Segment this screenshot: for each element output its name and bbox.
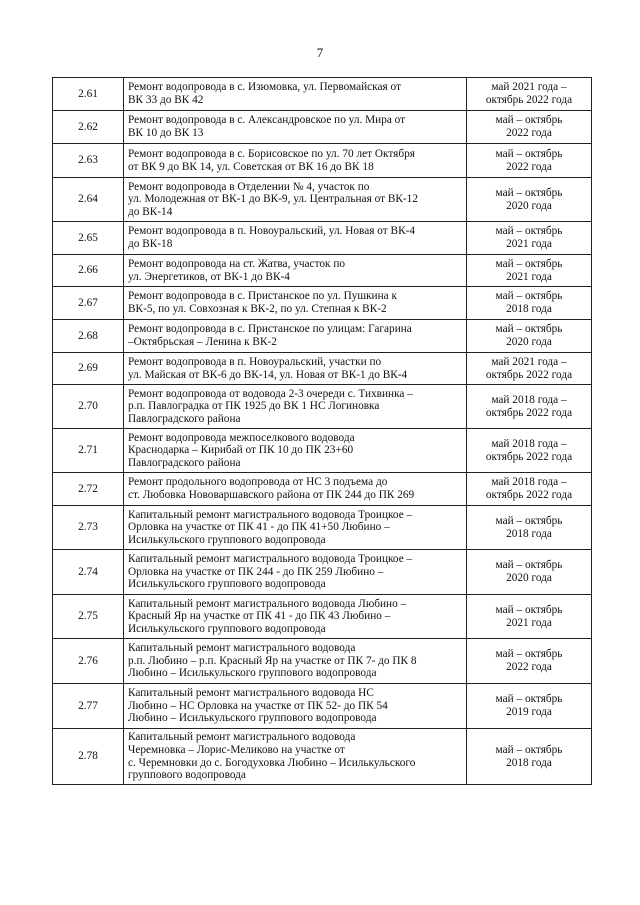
- table-row: [53, 595, 592, 639]
- page-number: 7: [316, 45, 324, 60]
- work-period: [467, 320, 592, 353]
- period-line: октябрь 2022 года: [485, 406, 573, 419]
- work-period: [467, 222, 592, 255]
- description-line: группового водопровода: [128, 769, 246, 782]
- work-description: [124, 353, 467, 385]
- description-line: от ВК 9 до ВК 14, ул. Советская от ВК 16 до ВК 18: [128, 160, 374, 173]
- table-row: [53, 144, 592, 178]
- row-number: 2.77: [53, 684, 124, 729]
- period-line: 2022 года: [506, 661, 552, 673]
- description-line: Ремонт водопровода в с. Пристанское по ул. Пушкина к: [128, 290, 397, 303]
- work-description: [124, 178, 467, 222]
- period-line: октябрь 2022 года: [485, 489, 573, 501]
- description-line: Любино – Исилькульского группового водопровода: [128, 667, 377, 680]
- work-description: [124, 639, 467, 684]
- description-line: Исилькульского группового водопровода: [128, 622, 326, 635]
- period-line: май – октябрь: [495, 648, 563, 661]
- period-line: 2020 года: [506, 336, 552, 348]
- work-period: [467, 595, 592, 639]
- work-period: [467, 429, 592, 473]
- works-table-body: [53, 78, 592, 785]
- table-row: [53, 684, 592, 729]
- period-line: 2020 года: [506, 199, 552, 212]
- description-line: Ремонт водопровода в с. Борисовское по ул. 70 лет Октября: [128, 147, 415, 160]
- work-description: [124, 473, 467, 506]
- description-line: ВК 33 до ВК 42: [128, 94, 204, 106]
- row-number: 2.73: [53, 506, 124, 550]
- period-line: октябрь 2022 года: [485, 450, 573, 463]
- description-line: Ремонт водопровода в Отделении № 4, участок по: [128, 180, 370, 193]
- description-line: Любино – Исилькульского группового водопровода: [128, 712, 377, 725]
- description-line: Орловка на участке от ПК 41 - до ПК 41+50 Любино –: [128, 521, 390, 534]
- description-line: Ремонт водопровода в с. Изюмовка, ул. Первомайская от: [128, 81, 401, 94]
- period-line: 2022 года: [506, 160, 552, 173]
- period-line: 2021 года: [506, 238, 552, 250]
- work-description: [124, 222, 467, 255]
- period-line: октябрь 2022 года: [485, 94, 573, 106]
- table-row: [53, 353, 592, 385]
- row-number: 2.74: [53, 550, 124, 595]
- table-row: [53, 178, 592, 222]
- period-line: май 2021 года –: [491, 81, 567, 94]
- work-description: [124, 595, 467, 639]
- row-number: 2.67: [53, 287, 124, 320]
- work-description: [124, 144, 467, 178]
- description-line: до ВК-18: [128, 238, 173, 250]
- period-line: май – октябрь: [495, 290, 563, 303]
- description-line: Ремонт продольного водопровода от НС 3 подъема до: [128, 476, 388, 489]
- row-number: 2.75: [53, 595, 124, 639]
- work-period: [467, 506, 592, 550]
- row-number: 2.69: [53, 353, 124, 385]
- work-period: [467, 178, 592, 222]
- period-line: май – октябрь: [495, 603, 563, 616]
- row-number: 2.78: [53, 729, 124, 785]
- table-row: [53, 385, 592, 429]
- description-line: ВК-5, по ул. Совхозная к ВК-2, по ул. Степная к ВК-2: [128, 303, 387, 315]
- period-line: май 2018 года –: [491, 393, 567, 406]
- work-period: [467, 78, 592, 111]
- work-description: [124, 429, 467, 473]
- work-description: [124, 506, 467, 550]
- period-line: май 2018 года –: [491, 437, 567, 450]
- period-line: май 2018 года –: [491, 476, 567, 489]
- row-number: 2.61: [53, 78, 124, 111]
- work-description: [124, 320, 467, 353]
- work-description: [124, 550, 467, 595]
- description-line: Ремонт водопровода в с. Александровское по ул. Мира от: [128, 114, 406, 127]
- description-line: Орловка на участке от ПК 244 - до ПК 259 Любино –: [128, 565, 384, 578]
- row-number: 2.72: [53, 473, 124, 506]
- description-line: Ремонт водопровода на ст. Жатва, участок по: [128, 257, 346, 270]
- description-line: Капитальный ремонт магистрального водовода Троицкое –: [128, 508, 413, 521]
- row-number: 2.62: [53, 111, 124, 144]
- description-line: Капитальный ремонт магистрального водовода: [128, 642, 356, 655]
- period-line: май – октябрь: [495, 693, 563, 706]
- period-line: май 2021 года –: [491, 355, 567, 368]
- table-row: [53, 729, 592, 785]
- work-period: [467, 353, 592, 385]
- period-line: 2020 года: [506, 572, 552, 584]
- description-line: Исилькульского группового водопровода: [128, 533, 326, 546]
- row-number: 2.64: [53, 178, 124, 222]
- work-period: [467, 729, 592, 785]
- row-number: 2.70: [53, 385, 124, 429]
- description-line: Ремонт водопровода межпоселкового водовода: [128, 431, 355, 444]
- work-period: [467, 385, 592, 429]
- work-description: [124, 255, 467, 287]
- row-number: 2.71: [53, 429, 124, 473]
- description-line: Капитальный ремонт магистрального водовода Любино –: [128, 597, 407, 610]
- period-line: май – октябрь: [495, 186, 563, 199]
- description-line: Ремонт водопровода в п. Новоуральский, участки по: [128, 355, 382, 368]
- period-line: май – октябрь: [495, 114, 563, 127]
- work-description: [124, 684, 467, 729]
- description-line: до ВК-14: [128, 205, 173, 218]
- row-number: 2.76: [53, 639, 124, 684]
- description-line: Красный Яр на участке от ПК 41 - до ПК 43 Любино –: [128, 610, 391, 623]
- row-number: 2.66: [53, 255, 124, 287]
- period-line: октябрь 2022 года: [485, 368, 573, 381]
- table-row: [53, 473, 592, 506]
- description-line: Краснодарка – Кирибай от ПК 10 до ПК 23+60: [128, 444, 354, 457]
- description-line: Ремонт водопровода в п. Новоуральский, ул. Новая от ВК-4: [128, 225, 416, 238]
- table-row: [53, 287, 592, 320]
- period-line: май – октябрь: [495, 514, 563, 527]
- work-description: [124, 111, 467, 144]
- table-row: [53, 111, 592, 144]
- work-description: [124, 385, 467, 429]
- work-period: [467, 473, 592, 506]
- description-line: ВК 10 до ВК 13: [128, 127, 204, 139]
- description-line: Ремонт водопровода в с. Пристанское по улицам: Гагарина: [128, 323, 412, 336]
- work-description: [124, 287, 467, 320]
- work-description: [124, 729, 467, 785]
- description-line: р.п. Любино – р.п. Красный Яр на участке от ПК 7- до ПК 8: [128, 654, 417, 667]
- period-line: 2019 года: [506, 706, 552, 718]
- period-line: май – октябрь: [495, 257, 563, 270]
- work-period: [467, 550, 592, 595]
- period-line: май – октябрь: [495, 743, 563, 756]
- period-line: 2018 года: [506, 527, 552, 540]
- table-row: [53, 78, 592, 111]
- period-line: 2021 года: [506, 616, 552, 629]
- description-line: Любино – НС Орловка на участке от ПК 52- до ПК 54: [128, 699, 388, 712]
- work-description: [124, 78, 467, 111]
- period-line: 2018 года: [506, 756, 552, 769]
- period-line: 2018 года: [506, 303, 552, 315]
- period-line: май – октябрь: [495, 147, 563, 160]
- description-line: Капитальный ремонт магистрального водовода Троицкое –: [128, 553, 413, 566]
- work-period: [467, 287, 592, 320]
- works-table: [52, 77, 592, 785]
- table-row: [53, 550, 592, 595]
- table-row: [53, 506, 592, 550]
- work-period: [467, 144, 592, 178]
- description-line: ул. Энергетиков, от ВК-1 до ВК-4: [128, 270, 290, 283]
- table-row: [53, 639, 592, 684]
- row-number: 2.65: [53, 222, 124, 255]
- work-period: [467, 255, 592, 287]
- period-line: май – октябрь: [495, 225, 563, 238]
- description-line: –Октябрьская – Ленина к ВК-2: [128, 336, 277, 348]
- description-line: с. Черемновки до с. Богодуховка Любино – Исилькульского: [128, 756, 416, 769]
- description-line: ул. Молодежная от ВК-1 до ВК-9, ул. Центральная от ВК-12: [128, 193, 418, 206]
- table-row: [53, 320, 592, 353]
- description-line: Черемновка – Лорис-Меликово на участке от: [128, 743, 345, 756]
- description-line: ст. Любовка Нововаршавского района от ПК 244 до ПК 269: [128, 489, 415, 501]
- description-line: Ремонт водопровода от водовода 2-3 очереди с. Тихвинка –: [128, 387, 413, 400]
- description-line: ул. Майская от ВК-6 до ВК-14, ул. Новая от ВК-1 до ВК-4: [128, 368, 408, 381]
- period-line: 2021 года: [506, 270, 552, 283]
- work-period: [467, 111, 592, 144]
- work-period: [467, 684, 592, 729]
- row-number: 2.68: [53, 320, 124, 353]
- description-line: Капитальный ремонт магистрального водовода НС: [128, 687, 374, 700]
- description-line: Павлоградского района: [128, 412, 241, 425]
- period-line: 2022 года: [506, 127, 552, 139]
- description-line: Капитальный ремонт магистрального водовода: [128, 731, 356, 744]
- description-line: р.п. Павлоградка от ПК 1925 до ВК 1 НС Логиновка: [128, 400, 380, 413]
- row-number: 2.63: [53, 144, 124, 178]
- description-line: Павлоградского района: [128, 456, 241, 469]
- table-row: [53, 429, 592, 473]
- period-line: май – октябрь: [495, 323, 563, 336]
- work-period: [467, 639, 592, 684]
- table-row: [53, 255, 592, 287]
- table-row: [53, 222, 592, 255]
- description-line: Исилькульского группового водопровода: [128, 578, 326, 591]
- period-line: май – октябрь: [495, 559, 563, 572]
